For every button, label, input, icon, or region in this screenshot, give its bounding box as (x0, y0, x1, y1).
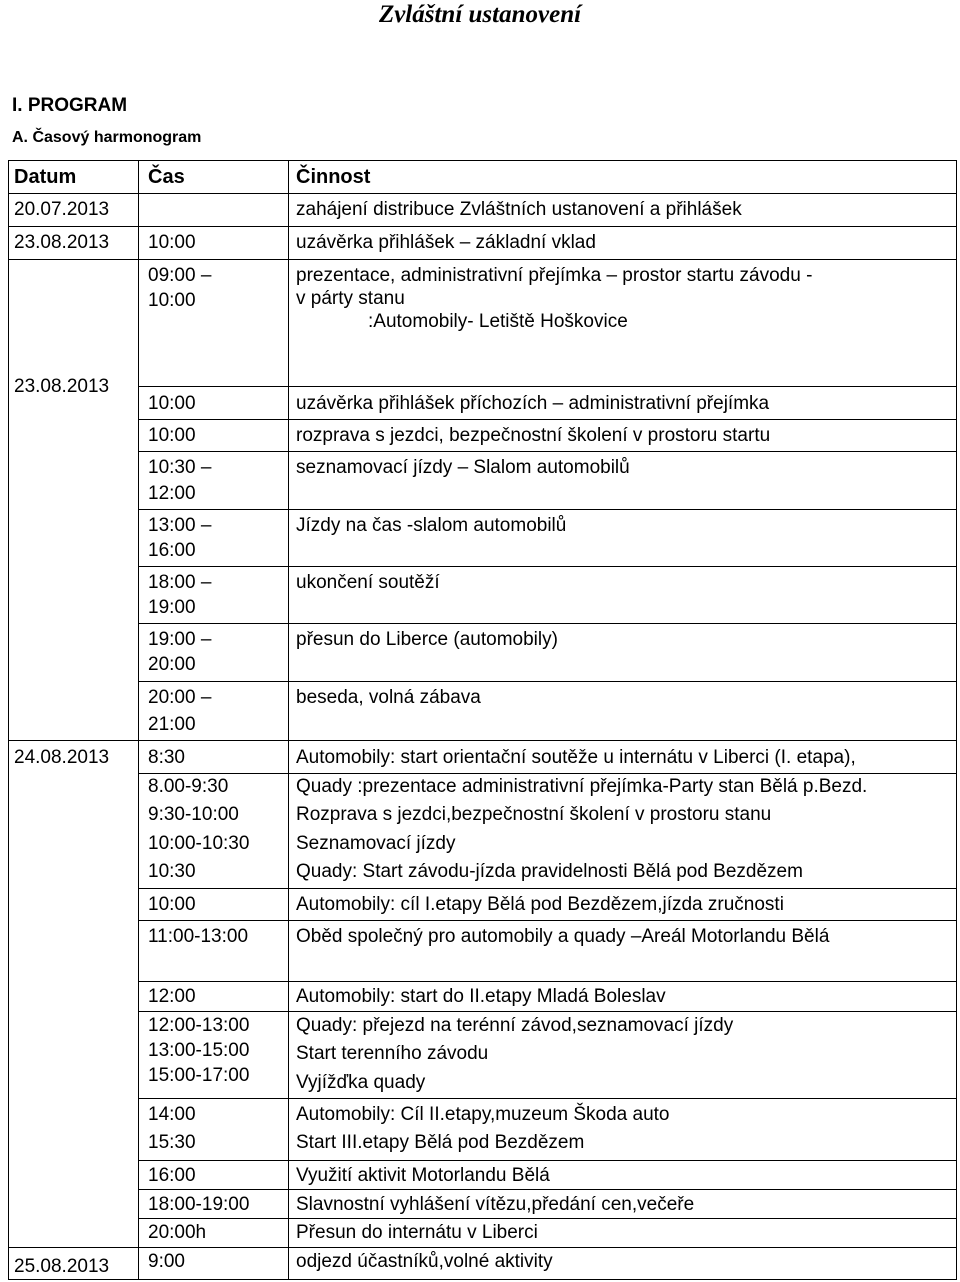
row-divider (138, 1011, 957, 1012)
activity-cell: Oběd společný pro automobily a quady –Areál Motorlandu Bělá (296, 926, 830, 947)
time-cell: 9:00 (148, 1251, 185, 1272)
activity-cell: Quady: přejezd na terénní závod,seznamovací jízdy (296, 1015, 734, 1036)
row-divider (138, 509, 957, 510)
activity-cell: uzávěrka přihlášek příchozích – administrativní přejímka (296, 393, 770, 414)
activity-cell: odjezd účastníků,volné aktivity (296, 1251, 553, 1272)
row-divider (138, 773, 957, 774)
time-cell: 15:30 (148, 1132, 196, 1153)
time-cell: 21:00 (148, 714, 196, 735)
row-divider (138, 386, 957, 387)
activity-cell: seznamovací jízdy – Slalom automobilů (296, 457, 630, 478)
time-cell: 10:00 (148, 425, 196, 446)
time-cell: 10:30 (148, 861, 196, 882)
activity-cell: Slavnostní vyhlášení vítězu,předání cen,večeře (296, 1194, 695, 1215)
row-divider (138, 566, 957, 567)
time-cell: 20:00 (148, 654, 196, 675)
activity-cell: Automobily: start do II.etapy Mladá Boleslav (296, 986, 666, 1007)
header-datum: Datum (14, 166, 77, 188)
row-divider (8, 1247, 957, 1248)
activity-cell: Start III.etapy Bělá pod Bezdězem (296, 1132, 585, 1153)
time-cell: 10:00 (148, 232, 196, 253)
time-cell: 8.00-9:30 (148, 776, 229, 797)
time-cell: 9:30-10:00 (148, 804, 239, 825)
row-divider (138, 1098, 957, 1099)
activity-cell: Quady :prezentace administrativní přejímka-Party stan Bělá p.Bezd. (296, 776, 868, 797)
time-cell: 20:00h (148, 1222, 207, 1243)
time-cell: 12:00 (148, 986, 196, 1007)
time-cell: 09:00 – (148, 265, 212, 286)
time-cell: 20:00 – (148, 687, 212, 708)
activity-cell: Start terenního závodu (296, 1043, 489, 1064)
time-cell: 10:30 – (148, 457, 212, 478)
activity-cell: Automobily: cíl I.etapy Bělá pod Bezdězem,jízda zručnosti (296, 894, 784, 915)
row-divider (138, 623, 957, 624)
activity-cell: Seznamovací jízdy (296, 833, 456, 854)
row-divider (138, 1218, 957, 1219)
table-border-right (956, 160, 957, 1280)
time-cell: 10:00 (148, 393, 196, 414)
activity-cell: Automobily: Cíl II.etapy,muzeum Škoda auto (296, 1104, 670, 1125)
row-divider (138, 681, 957, 682)
header-cas: Čas (148, 166, 185, 188)
header-divider (8, 193, 957, 194)
column-divider (138, 160, 139, 1280)
row-divider (138, 888, 957, 889)
time-cell: 10:00 (148, 894, 196, 915)
time-cell: 16:00 (148, 1165, 196, 1186)
page-title: Zvláštní ustanovení (378, 1, 582, 28)
column-divider (288, 160, 289, 1280)
activity-cell: Quady: Start závodu-jízda pravidelnosti Bělá pod Bezdězem (296, 861, 803, 882)
date-cell: 23.08.2013 (14, 376, 110, 397)
time-cell: 19:00 (148, 597, 196, 618)
time-cell: 18:00 – (148, 572, 212, 593)
row-divider (138, 920, 957, 921)
date-cell: 24.08.2013 (14, 747, 110, 768)
activity-cell: prezentace, administrativní přejímka – prostor startu závodu - (296, 265, 813, 286)
activity-cell: rozprava s jezdci, bezpečnostní školení v prostoru startu (296, 425, 771, 446)
time-cell: 12:00 (148, 483, 196, 504)
time-cell: 10:00-10:30 (148, 833, 250, 854)
row-divider (8, 740, 957, 741)
activity-cell: beseda, volná zábava (296, 687, 481, 708)
activity-cell: :Automobily- Letiště Hoškovice (368, 311, 628, 332)
activity-cell: v párty stanu (296, 288, 405, 309)
time-cell: 18:00-19:00 (148, 1194, 250, 1215)
activity-cell: uzávěrka přihlášek – základní vklad (296, 232, 596, 253)
activity-cell: Automobily: start orientační soutěže u internátu v Liberci (I. etapa), (296, 747, 856, 768)
table-border-left (8, 160, 9, 1280)
row-divider (8, 259, 957, 260)
activity-cell: ukončení soutěží (296, 572, 440, 593)
activity-cell: zahájení distribuce Zvláštních ustanovení a přihlášek (296, 199, 742, 220)
activity-cell: Využití aktivit Motorlandu Bělá (296, 1165, 550, 1186)
time-cell: 13:00-15:00 (148, 1040, 250, 1061)
date-cell: 20.07.2013 (14, 199, 110, 220)
time-cell: 11:00-13:00 (148, 926, 249, 947)
row-divider (8, 226, 957, 227)
row-divider (138, 419, 957, 420)
row-divider (138, 1160, 957, 1161)
time-cell: 13:00 – (148, 515, 212, 536)
row-divider (138, 451, 957, 452)
activity-cell: Rozprava s jezdci,bezpečnostní školení v prostoru stanu (296, 804, 772, 825)
time-cell: 19:00 – (148, 629, 212, 650)
row-divider (138, 981, 957, 982)
table-border-bottom (8, 1279, 957, 1280)
time-cell: 10:00 (148, 290, 196, 311)
time-cell: 16:00 (148, 540, 196, 561)
date-cell: 25.08.2013 (14, 1256, 110, 1277)
table-border-top (8, 160, 957, 161)
header-cinnost: Činnost (296, 166, 371, 188)
activity-cell: Jízdy na čas -slalom automobilů (296, 515, 567, 536)
date-cell: 23.08.2013 (14, 232, 110, 253)
activity-cell: Přesun do internátu v Liberci (296, 1222, 538, 1243)
time-cell: 14:00 (148, 1104, 196, 1125)
activity-cell: přesun do Liberce (automobily) (296, 629, 558, 650)
time-cell: 12:00-13:00 (148, 1015, 250, 1036)
subsection-heading: A. Časový harmonogram (12, 129, 202, 146)
section-heading: I. PROGRAM (12, 95, 128, 116)
time-cell: 15:00-17:00 (148, 1065, 250, 1086)
activity-cell: Vyjížďka quady (296, 1072, 426, 1093)
time-cell: 8:30 (148, 747, 185, 768)
row-divider (138, 1189, 957, 1190)
